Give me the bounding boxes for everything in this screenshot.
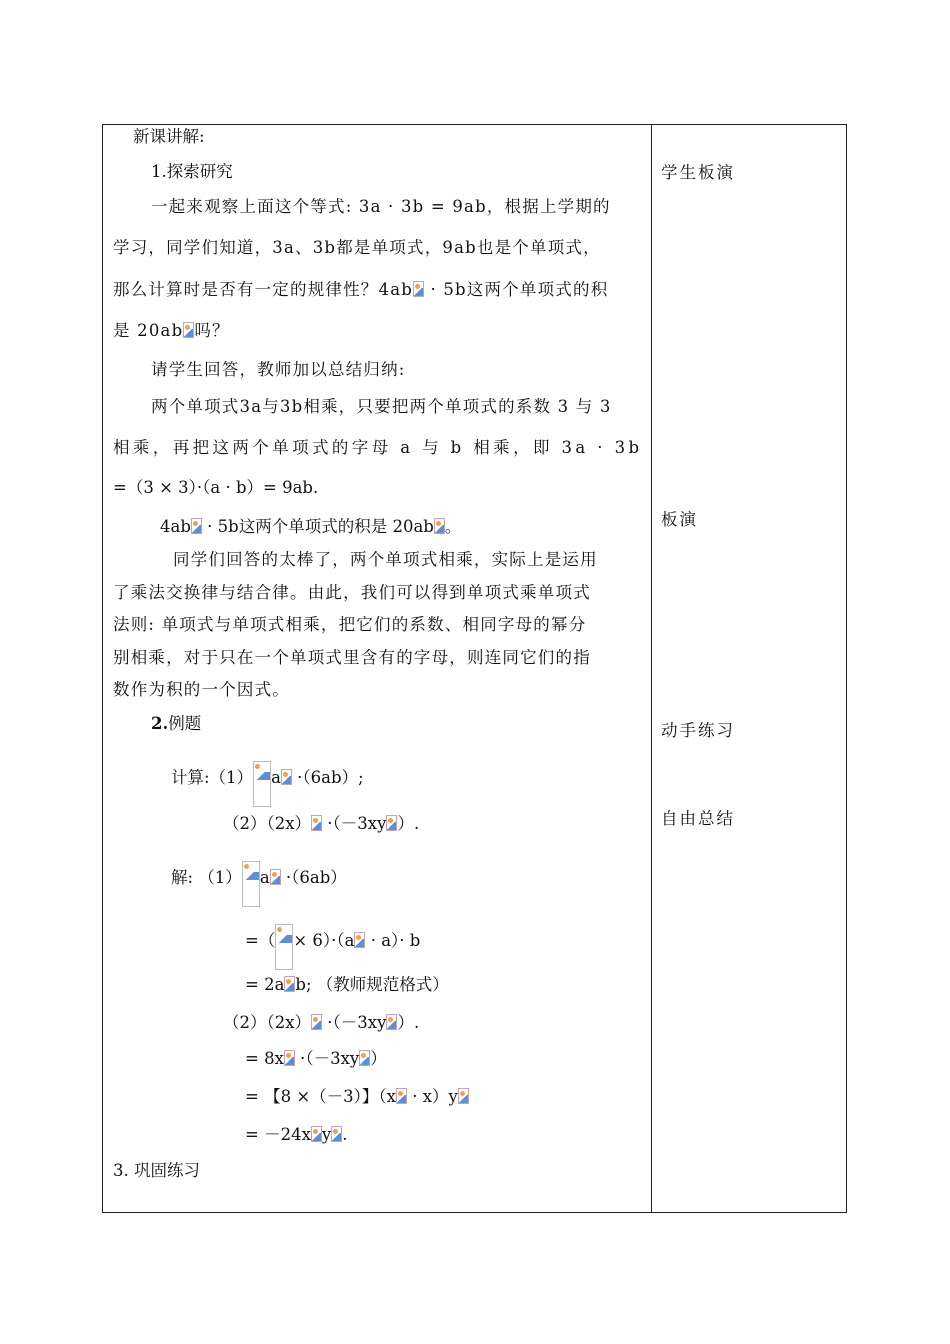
para2: 请学生回答，教师加以总结归纳:: [151, 360, 406, 379]
side-note-summary: 自由总结: [661, 809, 735, 828]
para1-line3: 那么计算时是否有一定的规律性？4ab · 5b这两个单项式的积: [113, 280, 609, 299]
formula-image-icon: [311, 1014, 322, 1030]
fraction-image: [242, 861, 260, 907]
column-divider: [651, 125, 652, 1212]
formula-image-icon: [243, 862, 259, 880]
formula-image-icon: [359, 1050, 370, 1066]
side-note-student-board: 学生板演: [661, 163, 735, 182]
example-q2: （2）（2x） ·（－3xy ）.: [223, 814, 420, 833]
para5-line4: 别相乘，对于只在一个单项式里含有的字母，则连同它们的指: [113, 648, 591, 667]
formula-image-icon: [386, 815, 397, 831]
formula-image-icon: [191, 518, 202, 534]
solution-1-step2: = 2a b; （教师规范格式）: [245, 975, 449, 994]
para3-line1: 两个单项式3a与3b相乘，只要把两个单项式的系数 3 与 3: [151, 397, 612, 416]
side-note-practice: 动手练习: [661, 721, 735, 740]
formula-image-icon: [284, 1050, 295, 1066]
para1-line4: 是 20ab 吗？: [113, 321, 230, 340]
formula-image-icon: [270, 869, 281, 885]
formula-image-icon: [458, 1088, 469, 1104]
formula-image-icon: [281, 769, 292, 785]
formula-image-icon: [434, 518, 445, 534]
para3-line2: 相乘，再把这两个单项式的字母 a 与 b 相乘，即 3a · 3b: [113, 438, 643, 457]
formula-image-icon: [254, 762, 270, 780]
formula-image-icon: [413, 281, 424, 297]
formula-image-icon: [276, 925, 292, 943]
para5-line5: 数作为积的一个因式。: [113, 680, 290, 699]
para4: 4ab · 5b这两个单项式的积是 20ab 。: [160, 517, 462, 536]
para3-line3: =（3 × 3）·（a · b）= 9ab.: [113, 478, 319, 497]
solution-1: 解: （1） a ·（6ab）: [171, 861, 347, 907]
side-note-board: 板演: [661, 510, 698, 529]
formula-image-icon: [284, 976, 295, 992]
formula-image-icon: [331, 1126, 342, 1142]
section-3-title: 3. 巩固练习: [113, 1161, 200, 1180]
lesson-table: [102, 124, 847, 1213]
solution-2-step1: = 8x ·（－3xy ）: [245, 1049, 387, 1068]
formula-image-icon: [183, 322, 194, 338]
solution-2: （2）（2x） ·（－3xy ）.: [223, 1013, 420, 1032]
para5-line1: 同学们回答的太棒了，两个单项式相乘，实际上是运用: [173, 550, 598, 569]
formula-image-icon: [386, 1014, 397, 1030]
para5-line2: 了乘法交换律与结合律。由此，我们可以得到单项式乘单项式: [113, 583, 591, 602]
formula-image-icon: [311, 1126, 322, 1142]
solution-1-step1: =（ × 6）·（a · a）· b: [245, 924, 420, 970]
section-heading: 新课讲解:: [133, 127, 205, 146]
fraction-image: [275, 924, 293, 970]
para5-line3: 法则: 单项式与单项式相乘，把它们的系数、相同字母的幂分: [113, 615, 587, 634]
section-1-title: 1.探索研究: [151, 162, 233, 181]
formula-image-icon: [311, 815, 322, 831]
solution-2-step2: = 【8 ×（－3）】（x · x）y: [245, 1086, 469, 1108]
para1-line1: 一起来观察上面这个等式: 3a · 3b = 9ab，根据上学期的: [151, 197, 611, 216]
fraction-image: [253, 761, 271, 807]
example-q1: 计算:（1） a ·（6ab）;: [171, 761, 364, 807]
solution-2-step3: = －24x y .: [245, 1125, 348, 1144]
section-2-title: 2.例题: [151, 714, 202, 733]
para1-line2: 学习，同学们知道，3a、3b都是单项式，9ab也是个单项式，: [113, 238, 601, 257]
formula-image-icon: [354, 932, 365, 948]
formula-image-icon: [396, 1088, 407, 1104]
